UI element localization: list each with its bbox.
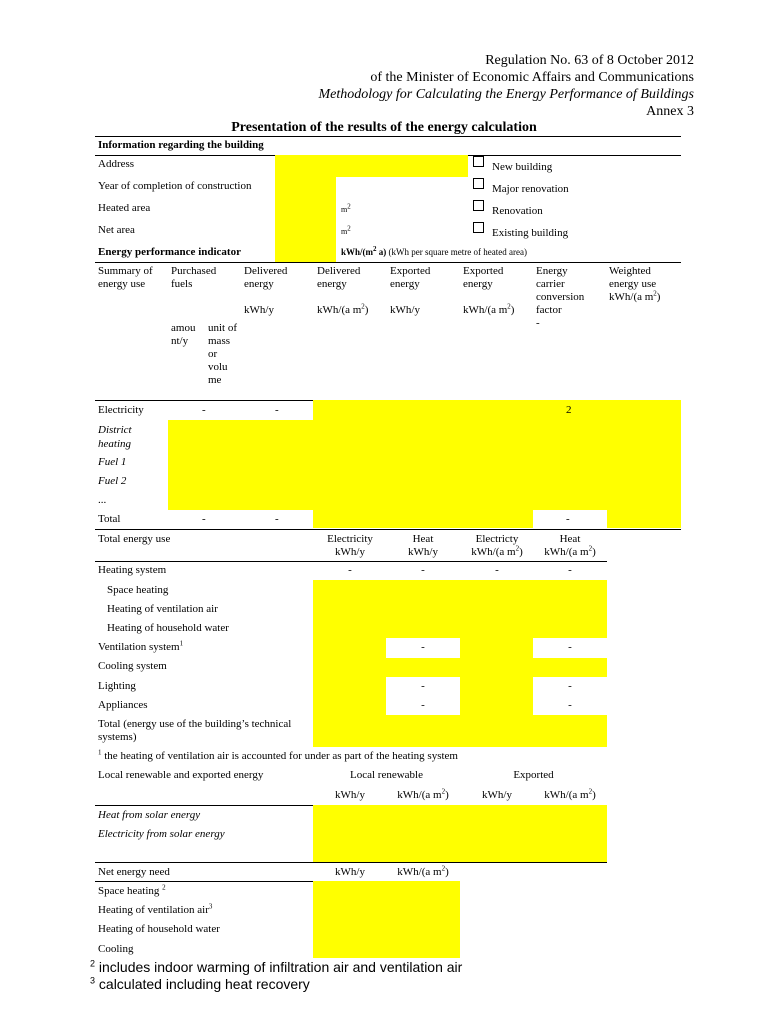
heated-area-label: Heated area xyxy=(98,202,151,214)
purchased-fuels-heading: Purchased fuels xyxy=(171,265,217,290)
amount-subheading: amou nt/y xyxy=(171,322,196,347)
rule xyxy=(95,862,607,863)
cooling-system-label: Cooling system xyxy=(98,660,167,672)
dash: - xyxy=(348,564,352,576)
col-electricity: Electricity xyxy=(327,533,373,545)
exported-energy-heading: Exported energy xyxy=(390,265,431,290)
net-space-heating-label: Space heating $^2$ xyxy=(98,883,166,897)
existing-building-checkbox[interactable] xyxy=(473,222,484,233)
cooling-fields[interactable] xyxy=(313,658,607,677)
summary-heading: Summary of energy use xyxy=(98,265,153,290)
household-water-label: Heating of household water xyxy=(107,622,229,634)
rule xyxy=(95,262,681,263)
exported-heading: Exported xyxy=(513,769,554,781)
exported-energy-unit: kWh/y xyxy=(390,304,420,316)
net-ventilation-air-label: Heating of ventilation air$^3$ xyxy=(98,902,213,916)
net-cooling-label: Cooling xyxy=(98,943,134,955)
total-technical-label: Total (energy use of the building’s technical systems) xyxy=(98,718,292,743)
dash: - xyxy=(495,564,499,576)
epi-label: Energy performance indicator xyxy=(98,246,241,258)
delivered-energy-unit: kWh/y xyxy=(244,304,274,316)
net-household-water-label: Heating of household water xyxy=(98,923,220,935)
renew-unit-1: kWh/y xyxy=(335,789,365,801)
appliances-label: Appliances xyxy=(98,699,148,711)
heating-system-label: Heating system xyxy=(98,564,167,576)
dash: - xyxy=(421,699,425,711)
net-unit-2: kWh/(a $m^2$) xyxy=(397,864,449,878)
renovation-checkbox[interactable] xyxy=(473,200,484,211)
lighting-appliances-electricity-fields[interactable] xyxy=(313,677,386,715)
weighted-energy-fields[interactable] xyxy=(607,400,681,528)
dash: - xyxy=(568,680,572,692)
ventilation-system-label: Ventilation system$^1$ xyxy=(98,639,184,653)
annex-label: Annex 3 xyxy=(646,104,694,119)
local-renewable-heading: Local renewable xyxy=(350,769,423,781)
dash: - xyxy=(568,699,572,711)
new-building-checkbox[interactable] xyxy=(473,156,484,167)
regulation-minister: of the Minister of Economic Affairs and Communications xyxy=(370,70,694,85)
col-electricity-sqm-unit: kWh/(a $m^2$) xyxy=(471,544,523,558)
purchased-fuel-fields[interactable] xyxy=(168,420,313,510)
col-heat-unit: kWh/y xyxy=(408,546,438,558)
lighting-appliances-sqm-fields[interactable] xyxy=(460,677,533,715)
address-label: Address xyxy=(98,158,135,170)
conversion-factor-heading: Energy carrier conversion factor xyxy=(536,265,585,316)
footnote-2: $^2$ includes indoor warming of infiltration air and ventilation air xyxy=(90,958,463,975)
renovation-label: Renovation xyxy=(492,205,543,217)
rule xyxy=(95,561,607,562)
dash: - xyxy=(566,513,570,525)
exported-energy-sqm-heading: Exported energy xyxy=(463,265,504,290)
conversion-factor-dash: - xyxy=(536,317,540,329)
net-unit-1: kWh/y xyxy=(335,866,365,878)
exported-energy-sqm-unit: kWh/(a $m^2$) xyxy=(463,302,515,316)
net-area-unit: $m^2$ xyxy=(341,224,351,236)
factor-electricity: 2 xyxy=(566,404,572,416)
renew-unit-2: kWh/(a $m^2$) xyxy=(397,787,449,801)
col-electricity-sqm: Electricty xyxy=(475,533,519,545)
new-building-label: New building xyxy=(492,161,553,173)
ventilation-electricity-field[interactable] xyxy=(313,638,386,658)
dash: - xyxy=(568,641,572,653)
total-technical-fields[interactable] xyxy=(313,715,607,747)
dash: - xyxy=(421,641,425,653)
net-area-label: Net area xyxy=(98,224,135,236)
info-heading: Information regarding the building xyxy=(98,139,264,151)
dash: - xyxy=(421,680,425,692)
dash: - xyxy=(275,404,279,416)
unit-subheading: unit of mass or volu me xyxy=(208,322,238,386)
year-label: Year of completion of construction xyxy=(98,180,252,192)
row-fuel-2: Fuel 2 xyxy=(98,475,127,487)
major-renovation-checkbox[interactable] xyxy=(473,178,484,189)
net-need-heading: Net energy need xyxy=(98,866,170,878)
delivered-exported-fields[interactable] xyxy=(313,400,533,528)
renewable-fields[interactable] xyxy=(313,805,607,862)
row-district-heating: District heating xyxy=(98,424,132,450)
renewable-heading: Local renewable and exported energy xyxy=(98,769,264,781)
address-field[interactable] xyxy=(275,155,468,177)
rule xyxy=(95,136,681,137)
footnote-3: $^3$ calculated including heat recovery xyxy=(90,975,310,992)
ventilation-air-label: Heating of ventilation air xyxy=(107,603,218,615)
col-electricity-unit: kWh/y xyxy=(335,546,365,558)
row-electricity: Electricity xyxy=(98,404,144,416)
row-total: Total xyxy=(98,513,121,525)
rule xyxy=(95,529,681,530)
weighted-energy-heading: Weighted energy use kWh/(a $m^2$) xyxy=(609,265,661,303)
lighting-label: Lighting xyxy=(98,680,136,692)
building-data-fields[interactable] xyxy=(275,177,336,263)
renew-unit-4: kWh/(a $m^2$) xyxy=(544,787,596,801)
footnote-1: $^1$ the heating of ventilation air is accounted for under as part of the heating system xyxy=(98,748,458,762)
solar-electricity-label: Electricity from solar energy xyxy=(98,828,225,840)
col-heat-sqm: Heat xyxy=(559,533,581,545)
space-heating-label: Space heating xyxy=(107,584,169,596)
renew-unit-3: kWh/y xyxy=(482,789,512,801)
regulation-number: Regulation No. 63 of 8 October 2012 xyxy=(485,53,694,68)
col-heat: Heat xyxy=(412,533,434,545)
total-use-heading: Total energy use xyxy=(98,533,171,545)
delivered-energy-heading: Delivered energy xyxy=(244,265,288,290)
heated-area-unit: $m^2$ xyxy=(341,202,351,214)
dash: - xyxy=(275,513,279,525)
col-heat-sqm-unit: kWh/(a $m^2$) xyxy=(544,544,596,558)
dash: - xyxy=(568,564,572,576)
solar-heat-label: Heat from solar energy xyxy=(98,809,201,821)
dash: - xyxy=(421,564,425,576)
ventilation-electricity-sqm-field[interactable] xyxy=(460,638,533,658)
heating-system-fields[interactable] xyxy=(313,580,607,638)
major-renovation-label: Major renovation xyxy=(492,183,569,195)
row-fuel-1: Fuel 1 xyxy=(98,456,127,468)
row-more: ... xyxy=(98,494,107,506)
net-need-fields[interactable] xyxy=(313,881,460,958)
delivered-energy-sqm-unit: kWh/(a $m^2$) xyxy=(317,302,369,316)
dash: - xyxy=(202,513,206,525)
dash: - xyxy=(202,404,206,416)
existing-building-label: Existing building xyxy=(492,227,569,239)
regulation-methodology: Methodology for Calculating the Energy Performance of Buildings xyxy=(318,87,694,102)
delivered-energy-sqm-heading: Delivered energy xyxy=(317,265,361,290)
epi-unit: kWh/($m^2$ a) (kWh per square metre of heated area) xyxy=(341,245,527,257)
page-title: Presentation of the results of the energy calculation xyxy=(231,120,537,135)
